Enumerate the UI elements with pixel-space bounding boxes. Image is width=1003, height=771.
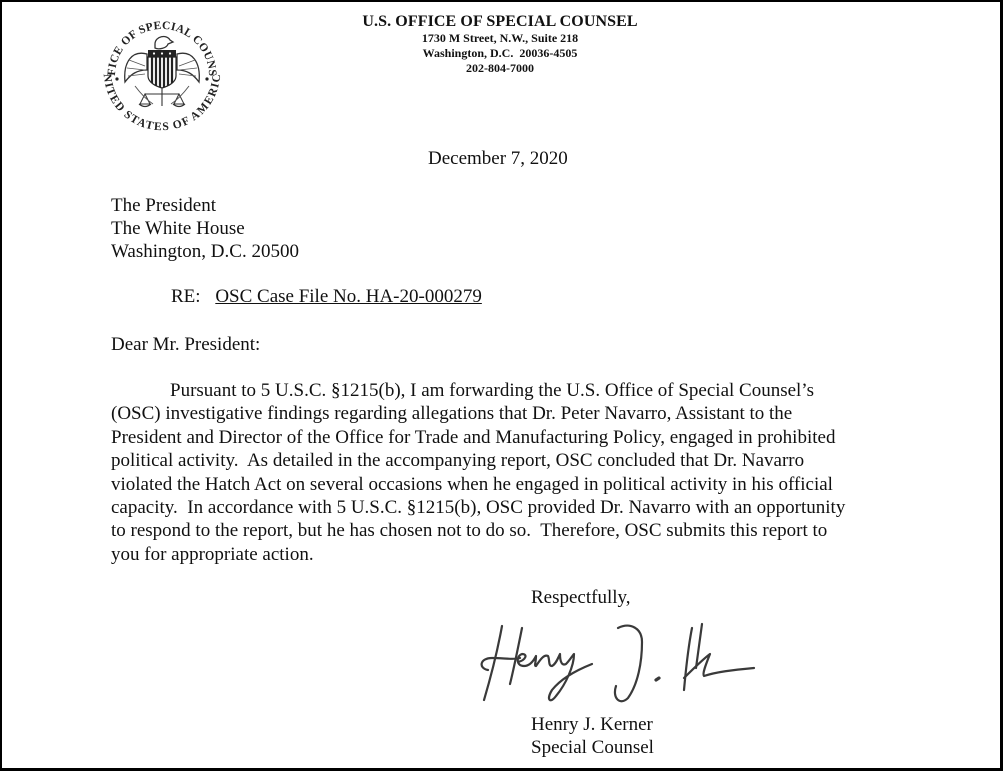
letter-date: December 7, 2020 (428, 148, 568, 169)
letterhead-phone: 202-804-7000 (466, 61, 534, 75)
recipient-line2: The White House (111, 218, 245, 239)
case-file-number: OSC Case File No. HA-20-000279 (215, 286, 482, 307)
seal-top-text: FICE OF SPECIAL COUNS (105, 19, 219, 77)
recipient-address (111, 194, 299, 263)
salutation: Dear Mr. President: (111, 334, 261, 355)
letterhead-address-line2: Washington, D.C. 20036-4505 (422, 46, 578, 60)
signature-block (531, 713, 654, 759)
osc-seal-icon (97, 10, 227, 135)
re-line (171, 286, 482, 308)
re-label: RE: (171, 286, 201, 307)
closing: Respectfully, (531, 587, 631, 608)
handwritten-signature-icon (470, 618, 760, 708)
body-line: you for appropriate action. (111, 543, 314, 565)
letterhead-title: U.S. OFFICE OF SPECIAL COUNSEL (362, 13, 638, 30)
letterhead (340, 13, 660, 76)
signer-name: Henry J. Kerner (531, 714, 653, 735)
signer-title: Special Counsel (531, 737, 654, 758)
letter-body-paragraph (111, 379, 901, 566)
recipient-line1: The President (111, 195, 217, 216)
body-line: Pursuant to 5 U.S.C. §1215(b), I am forwarding the U.S. Office of Special Counsel’s (170, 380, 814, 401)
body-line: President and Director of the Office for Trade and Manufacturing Policy, engaged in prohibited (111, 426, 836, 448)
recipient-line3: Washington, D.C. 20500 (111, 241, 299, 262)
body-line: political activity. As detailed in the accompanying report, OSC concluded that Dr. Navarro (111, 450, 805, 472)
body-line: capacity. In accordance with 5 U.S.C. §1215(b), OSC provided Dr. Navarro with an opportunity (111, 497, 846, 519)
body-line: violated the Hatch Act on several occasions when he engaged in political activity in his official (111, 473, 833, 495)
body-line: to respond to the report, but he has chosen not to do so. Therefore, OSC submits this report to (111, 520, 828, 542)
seal-bottom-text: NITED STATES OF AMERIC (100, 73, 224, 134)
body-line: (OSC) investigative findings regarding allegations that Dr. Peter Navarro, Assistant to the (111, 403, 793, 425)
letterhead-address-line1: 1730 M Street, N.W., Suite 218 (421, 31, 579, 45)
